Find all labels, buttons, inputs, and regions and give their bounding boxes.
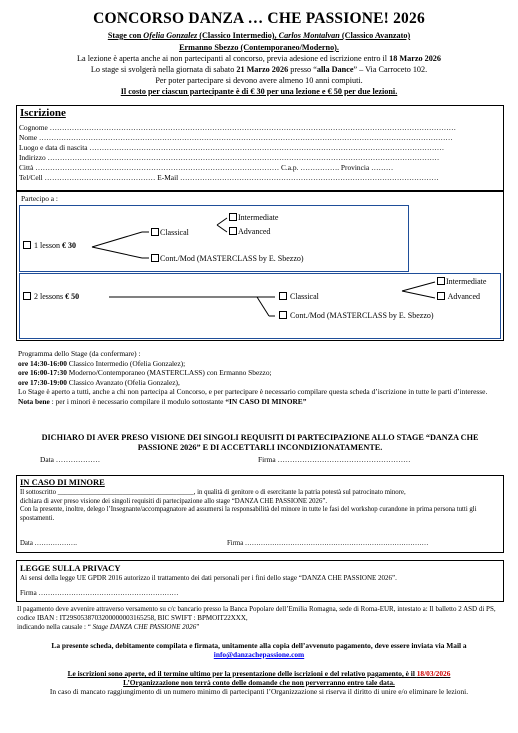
declaration-signature[interactable]: Firma ……………………………………………… (258, 455, 411, 464)
two-intermediate-checkbox[interactable] (437, 277, 445, 285)
city-field[interactable]: Città ……………………………………………………………………………………… C.a.p. ……………. Provincia ……… (19, 163, 394, 172)
minor-box (16, 475, 504, 553)
intro-line-4b: presso “ (288, 65, 317, 74)
one-intermediate-label: Intermediate (238, 213, 279, 222)
two-contmod-checkbox[interactable] (279, 311, 287, 319)
two-lessons-label: 2 lessons (34, 292, 64, 301)
send-instructions (0, 641, 518, 659)
cost-line: Il costo per ciascun partecipante è di € 30 per una lezione e € 50 per due lezioni. (120, 87, 398, 96)
venue: alla Dance (316, 65, 354, 74)
two-advanced-checkbox[interactable] (437, 292, 445, 300)
intro-line-4: Lo stage si svolgerà nella giornata di sabato (90, 65, 237, 74)
program-row-3: ore 17:30-19:00 Classico Avanzato (Ofelia Gonzalez), (18, 377, 180, 387)
nota-bene: Nota bene : per i minori è necessario compilare il modulo sottostante “IN CASO DI MINORE” (18, 396, 307, 406)
teacher-2: Carlos Montalvan (278, 31, 340, 40)
minor-heading: IN CASO DI MINORE (20, 477, 105, 487)
intro-line-3: La lezione è aperta anche ai non partecipanti al concorso, previa adesione ed iscrizione entro il (77, 54, 390, 63)
privacy-text: Ai sensi della legge UE GPDR 2016 autorizzo il trattamento dei dati personali per i fini dello stage “DANZA CHE PASSIONE 2026”. (20, 574, 397, 582)
two-lessons-checkbox[interactable] (23, 292, 31, 300)
teacher-1: Ofelia Gonzalez (143, 31, 198, 40)
two-intermediate-label: Intermediate (446, 277, 487, 286)
two-advanced-label: Advanced (447, 292, 480, 301)
one-advanced-checkbox[interactable] (229, 227, 237, 235)
one-intermediate-option[interactable] (229, 213, 278, 222)
cognome-field[interactable]: Cognome ………………………………………………………………………………………………………………………………………………… (19, 123, 457, 132)
two-classical-checkbox[interactable] (279, 292, 287, 300)
registration-heading: Iscrizione (20, 107, 66, 119)
intro-line-4c: ” – Via Carroceto 102. (353, 65, 428, 74)
deadline-line: Le iscrizioni sono aperte, ed il termine ultimo per la presentazione delle iscrizioni e del relativo pagamento, è il 18/03/2026 (67, 669, 451, 678)
minor-signature[interactable]: Firma ……………………………………………………………………… (227, 540, 429, 547)
teacher-3: Ermanno Sbezzo (Contemporaneo/Moderno). (179, 43, 339, 52)
deadline-date: 18 Marzo 2026 (389, 54, 441, 63)
program-title: Programma dello Stage (da confermare) : (18, 349, 141, 358)
minor-text (20, 489, 500, 523)
one-classical-option[interactable] (151, 228, 189, 237)
one-classical-checkbox[interactable] (151, 228, 159, 236)
two-lessons-frame (19, 273, 501, 339)
one-lesson-label: 1 lesson (34, 241, 60, 250)
privacy-signature[interactable]: Firma …………………………………………………… (20, 589, 179, 597)
two-lessons-price: € 50 (65, 292, 80, 301)
two-contmod-option[interactable] (279, 311, 434, 320)
program-block (18, 349, 503, 407)
minor-line-3: Con la presente, inoltre, delego l’Insegnante/accompagnatore ad assumersi la responsabilità del minore in tutte le fasi del workshop curandone in prima persona tutti gli spostamenti. (20, 506, 477, 522)
payment-causale: indicando nella causale : “ Stage DANZA CHE PASSIONE 2026” (17, 623, 200, 631)
declaration: DICHIARO DI AVER PRESO VISIONE DEI SINGOLI REQUISITI DI PARTECIPAZIONE ALLO STAGE “DANZA CHE PASSIONE 2026” E DI ACCETTARLI INCONDIZIONATAMENTE. (41, 433, 479, 452)
one-advanced-option[interactable] (229, 227, 270, 236)
registration-box (16, 105, 504, 191)
deadline-note: L’Organizzazione non terrà conto delle domande che non perverranno entro tale data. (123, 678, 395, 687)
two-classical-option[interactable] (279, 292, 319, 301)
page-title: CONCORSO DANZA … CHE PASSIONE! 2026 (93, 10, 425, 27)
two-contmod-label: Cont./Mod (MASTERCLASS by E. Sbezzo) (290, 311, 434, 320)
deadline-info (0, 669, 518, 696)
birth-field[interactable]: Luogo e data di nascita ……………………………………………………………………………………………………………………………… (19, 143, 445, 152)
one-lesson-checkbox[interactable] (23, 241, 31, 249)
age-requirement: Per poter partecipare si devono avere almeno 10 anni compiuti. (155, 76, 363, 85)
two-intermediate-option[interactable] (437, 277, 486, 286)
nome-field[interactable]: Nome …………………………………………………………………………………………………………………………………………………… (19, 133, 453, 142)
teacher-1-style: (Classico Intermedio), (197, 31, 279, 40)
send-line: La presente scheda, debitamente compilata e firmata, unitamente alla copia dell’avvenuto pagamento, deve essere inviata via Mail a (51, 641, 467, 650)
two-classical-label: Classical (290, 292, 319, 301)
one-contmod-checkbox[interactable] (151, 254, 159, 262)
privacy-heading: LEGGE SULLA PRIVACY (20, 563, 121, 573)
address-field[interactable]: Indirizzo …………………………………………………………………………………………………………………………………………… (19, 153, 440, 162)
tel-email-field[interactable]: Tel/Cell ……………………………………… E-Mail …………………………………………………………………………………………… (19, 173, 439, 182)
one-contmod-label: Cont./Mod (MASTERCLASS by E. Sbezzo) (160, 254, 304, 263)
partecipo-label: Partecipo a : (21, 194, 58, 203)
one-contmod-option[interactable] (151, 254, 304, 263)
minor-line-2: dichiara di aver preso visione dei singoli requisiti di partecipazione allo stage “DANZA CHE PASSIONE 2026”. (20, 497, 328, 505)
one-classical-label: Classical (160, 228, 189, 237)
program-row-2: ore 16:00-17:30 Moderno/Contemporaneo (MASTERCLASS) con Ermanno Sbezzo; (18, 368, 272, 378)
one-lesson-price: € 30 (62, 241, 76, 250)
options-box (16, 191, 504, 341)
payment-line-1: Il pagamento deve avvenire attraverso versamento su c/c bancario presso la Banca Popolare dell’Emilia Romagna, sede di Roma-EUR, intestato a: Il balletto 2 ASD di PS, codice IBAN : IT29S0538703200000003165258, BIC SWIFT : BPMOIT22XXX, (17, 605, 496, 622)
declaration-date[interactable]: Data ……………… (40, 455, 101, 464)
one-advanced-label: Advanced (238, 227, 271, 236)
teacher-2-style: (Classico Avanzato) (339, 31, 411, 40)
two-advanced-option[interactable] (437, 292, 480, 301)
stage-date: 21 Marzo 2026 (236, 65, 289, 74)
privacy-box (16, 560, 504, 602)
email-link[interactable]: info@danzachepassione.com (213, 650, 305, 659)
minor-date[interactable]: Data ………………. (20, 540, 78, 547)
minor-line-1[interactable]: Il sottoscritto ________________________________________, in qualità di genitore o di esercitante la patria potestà sul patrocinato minore, (20, 489, 406, 496)
program-row-1: ore 14:30-16:00 Classico Intermedio (Ofelia Gonzalez); (18, 358, 186, 368)
stage-prefix: Stage con (107, 31, 144, 40)
minimum-note: In caso di mancato raggiungimento di un numero minimo di partecipanti l’Organizzazione si riserva il diritto di unire e/o eliminare le lezioni. (49, 687, 469, 696)
program-note: Lo Stage è aperto a tutti, anche a chi non partecipa al Concorso, e per partecipare è necessario compilare questa scheda d’iscrizione in tutte le parti d’interesse. (18, 387, 488, 397)
one-intermediate-checkbox[interactable] (229, 213, 237, 221)
one-lesson-option[interactable] (23, 241, 76, 250)
stage-intro (0, 30, 518, 97)
payment-info (17, 605, 504, 632)
two-lessons-option[interactable] (23, 292, 79, 301)
